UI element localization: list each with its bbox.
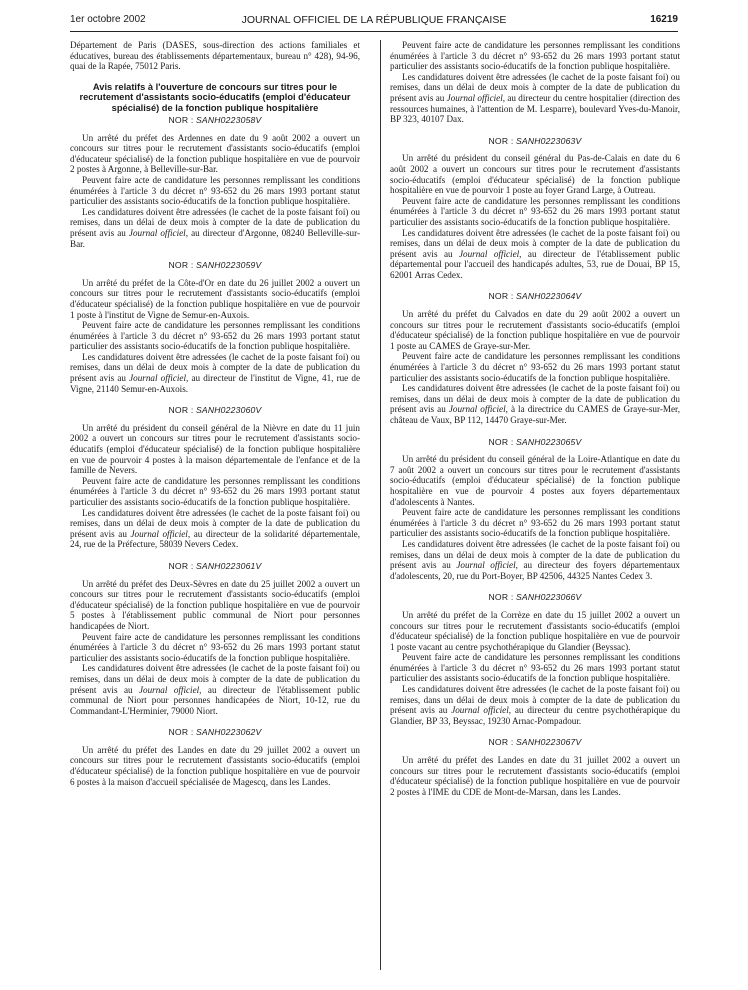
journal-name: Journal officiel	[451, 705, 509, 716]
nor-reference	[70, 727, 360, 738]
nor-code: SANH0223060V	[196, 405, 262, 416]
text-run: Les candidatures doivent être adressées (le cachet de la poste faisant foi) ou remises, dans un délai de deux mois à compter de la date de publication du présent avis au	[70, 206, 360, 238]
text-run: , à la directrice du CAMES de Graye-sur-Mer, château de Vaux, BP 112, 14470 Graye-sur-Mer.	[390, 404, 680, 425]
notice-paragraph	[390, 228, 680, 281]
nor-code: SANH0223066V	[516, 592, 582, 603]
text-run: , au directeur des foyers départementaux d'adolescents, 20, rue du Port-Boyer, BP 42506, 44325 Nantes Cedex 3.	[390, 560, 680, 581]
page-header	[70, 14, 678, 30]
intro-address: Département de Paris (DASES, sous-direction des actions familiales et éducatives, bureau des établissements départementaux, bureau n° 428), 94-96, quai de la Rapée, 75012 Paris.	[70, 40, 360, 72]
header-rule	[70, 31, 678, 32]
notice-paragraph: Peuvent faire acte de candidature les personnes remplissant les conditions énumérées à l'article 3 du décret n° 93-652 du 26 mars 1993 portant statut particulier des assistants socio-éducatifs de la fonction publique hospitalière.	[390, 40, 680, 72]
text-run: Les candidatures doivent être adressées (le cachet de la poste faisant foi) ou remises, dans un délai de deux mois à compter de la date de publication du présent avis au	[70, 663, 360, 695]
nor-reference	[70, 115, 360, 126]
journal-title: JOURNAL OFFICIEL DE LA RÉPUBLIQUE FRANÇAISE	[241, 14, 507, 26]
notice-paragraph: Peuvent faire acte de candidature les personnes remplissant les conditions énumérées à l'article 3 du décret n° 93-652 du 26 mars 1993 portant statut particulier des assistants socio-éducatifs de la fonction publique hospitalière.	[70, 631, 360, 663]
notice-paragraph	[390, 684, 680, 726]
notice-paragraph	[70, 508, 360, 550]
issue-date: 1er octobre 2002	[70, 14, 146, 25]
notice-paragraph: Un arrêté du président du conseil général de la Loire-Atlantique en date du 7 août 2002 a ouvert un concours sur titres pour le recrutement d'assistants socio-éducatifs (emploi d'éducateur spécialisé) de la fonction publique hospitalière en vue de pourvoir 4 postes aux foyers départementaux d'adolescents à Nantes.	[390, 454, 680, 507]
text-run: Les candidatures doivent être adressées (le cachet de la poste faisant foi) ou remises, dans un délai de deux mois à compter de la date de publication du présent avis au	[390, 684, 680, 716]
nor-code: SANH0223065V	[516, 436, 582, 447]
nor-reference	[390, 136, 680, 147]
column-divider	[380, 40, 381, 970]
journal-name: Journal officiel	[456, 560, 516, 571]
notice-paragraph: Un arrêté du président du conseil général du Pas-de-Calais en date du 6 août 2002 a ouvert un concours sur titres pour le recrutement d'assistants socio-éducatifs (emploi d'éducateur spécialisé) de la fonction publique hospitalière en vue de pourvoir 1 poste au foyer Grand Large, à Outreau.	[390, 153, 680, 196]
nor-reference	[390, 291, 680, 302]
text-run: Les candidatures doivent être adressées (le cachet de la poste faisant foi) ou remises, dans un délai de deux mois à compter de la date de publication du présent avis au	[70, 507, 360, 539]
journal-name: Journal officiel	[130, 528, 188, 539]
nor-code: SANH0223064V	[516, 291, 582, 302]
journal-name: Journal officiel	[459, 248, 520, 259]
text-run: , au directeur du centre psychothérapique du Glandier, BP 33, Beyssac, 19230 Arnac-Pompadour.	[390, 705, 681, 726]
text-run: , au directeur de l'institut de Vigne, 41, rue de Vigne, 21140 Semur-en-Auxois.	[70, 373, 360, 394]
notice-paragraph: Peuvent faire acte de candidature les personnes remplissant les conditions énumérées à l'article 3 du décret n° 93-652 du 26 mars 1993 portant statut particulier des assistants socio-éducatifs de la fonction publique hospitalière.	[390, 652, 680, 684]
text-run: , au directeur de l'établissement public communal de Niort pour personnes handicapées de Niort, 10-12, rue du Commandant-L'Herminier, 79000 Niort.	[70, 684, 360, 716]
notice-paragraph: Peuvent faire acte de candidature les personnes remplissant les conditions énumérées à l'article 3 du décret n° 93-652 du 26 mars 1993 portant statut particulier des assistants socio-éducatifs de la fonction publique hospitalière.	[390, 507, 680, 539]
notice-paragraph: Un arrêté du préfet des Landes en date du 31 juillet 2002 a ouvert un concours sur titres pour le recrutement d'assistants socio-éducatifs (emploi d'éducateur spécialisé) de la fonction publique hospitalière en vue de pourvoir 2 postes à l'IME du CDE de Mont-de-Marsan, dans les Landes.	[390, 755, 680, 797]
notice-paragraph	[70, 663, 360, 716]
nor-code: SANH0223067V	[516, 737, 582, 748]
notice-paragraph: Un arrêté du président du conseil général de la Nièvre en date du 11 juin 2002 a ouvert un concours sur titres pour le recrutement d'assistants socio-éducatifs (emploi d'éducateur spécialisé) de la fonction publique hospitalière en vue de pourvoir 4 postes à la maison départementale de l'enfance et de la famille de Nevers.	[70, 422, 360, 476]
notice-paragraph	[390, 539, 680, 581]
nor-code: SANH0223062V	[196, 727, 262, 738]
text-run: , au directeur du centre hospitalier (direction des ressources humaines, à l'attention de M. Lesparre), boulevard Yves-du-Manoir, BP 323, 40107 Dax.	[390, 92, 680, 125]
notice-paragraph	[70, 352, 360, 394]
text-run: Les candidatures doivent être adressées (le cachet de la poste faisant foi) ou remises, dans un délai de deux mois à compter de la date de publication du présent avis au	[390, 71, 680, 103]
notice-paragraph: Un arrêté du préfet des Deux-Sèvres en date du 25 juillet 2002 a ouvert un concours sur titres pour le recrutement d'assistants socio-éducatifs (emploi d'éducateur spécialisé) de la fonction publique hospitalière en vue de pourvoir 5 postes à l'établissement public communal de Niort pour personnes handicapées de Niort.	[70, 578, 360, 631]
nor-reference	[70, 561, 360, 572]
journal-name: Journal officiel	[128, 227, 186, 238]
nor-reference	[70, 405, 360, 416]
nor-label: NOR :	[168, 727, 196, 738]
page-number: 16219	[650, 14, 678, 25]
notice-paragraph: Peuvent faire acte de candidature les personnes remplissant les conditions énumérées à l'article 3 du décret n° 93-652 du 26 mars 1993 portant statut particulier des assistants socio-éducatifs de la fonction publique hospitalière.	[390, 195, 680, 227]
notice-paragraph	[70, 207, 360, 249]
section-heading: Avis relatifs à l'ouverture de concours sur titres pour le recrutement d'assistants socio-éducatifs (emploi d'éducateur spécialisé) de la fonction publique hospitalière	[79, 81, 351, 113]
nor-reference	[390, 737, 680, 748]
notice-paragraph: Un arrêté du préfet de la Côte-d'Or en date du 26 juillet 2002 a ouvert un concours sur titres pour le recrutement d'assistants socio-éducatifs (emploi d'éducateur spécialisé) de la fonction publique hospitalière en vue de pourvoir 1 poste à l'institut de Vigne de Semur-en-Auxois.	[70, 277, 360, 320]
nor-label: NOR :	[488, 291, 516, 302]
nor-label: NOR :	[168, 115, 196, 125]
nor-label: NOR :	[488, 737, 516, 748]
text-run: Les candidatures doivent être adressées (le cachet de la poste faisant foi) ou remises, dans un délai de deux mois à compter de la date de publication du présent avis au	[390, 383, 680, 415]
nor-code: SANH0223063V	[516, 135, 582, 146]
nor-reference	[70, 260, 360, 271]
journal-name: Journal officiel	[446, 92, 503, 103]
nor-code: SANH0223059V	[196, 260, 262, 271]
nor-label: NOR :	[168, 560, 196, 571]
nor-label: NOR :	[168, 260, 196, 271]
nor-code: SANH0223058V	[196, 115, 262, 125]
nor-label: NOR :	[488, 592, 516, 603]
nor-reference	[390, 437, 680, 448]
text-run: , au directeur d'Argonne, 08240 Belleville-sur-Bar.	[70, 227, 361, 249]
right-column	[390, 40, 680, 797]
notice-paragraph: Un arrêté du préfet de la Corrèze en date du 15 juillet 2002 a ouvert un concours sur titres pour le recrutement d'assistants socio-éducatifs (emploi d'éducateur spécialisé) de la fonction publique hospitalière en vue de pourvoir 1 poste vacant au centre psychothérapique du Glandier (Beyssac).	[390, 609, 680, 652]
text-run: Les candidatures doivent être adressées (le cachet de la poste faisant foi) ou remises, dans un délai de deux mois à compter de la date de publication du présent avis au	[70, 351, 360, 384]
notice-paragraph: Peuvent faire acte de candidature les personnes remplissant les conditions énumérées à l'article 3 du décret n° 93-652 du 26 mars 1993 portant statut particulier des assistants socio-éducatifs de la fonction publique hospitalière.	[70, 475, 360, 507]
nor-label: NOR :	[168, 405, 196, 416]
nor-label: NOR :	[488, 135, 516, 146]
nor-code: SANH0223061V	[196, 560, 262, 571]
journal-name: Journal officiel	[139, 684, 200, 695]
text-run: Les candidatures doivent être adressées (le cachet de la poste faisant foi) ou remises, dans un délai de deux mois à compter de la date de publication du présent avis au	[390, 227, 680, 259]
notice-paragraph: Un arrêté du préfet du Calvados en date du 29 août 2002 a ouvert un concours sur titres pour le recrutement d'assistants socio-éducatifs (emploi d'éducateur spécialisé) de la fonction publique hospitalière en vue de pourvoir 1 poste au CAMES de Graye-sur-Mer.	[390, 309, 680, 351]
journal-name: Journal officiel	[448, 404, 506, 415]
notice-paragraph: Un arrêté du préfet des Ardennes en date du 9 août 2002 a ouvert un concours sur titres pour le recrutement d'assistants socio-éducatifs (emploi d'éducateur spécialisé) de la fonction publique hospitalière en vue de pourvoir 2 postes à Argonne, à Belleville-sur-Bar.	[70, 132, 360, 175]
notice-paragraph: Peuvent faire acte de candidature les personnes remplissant les conditions énumérées à l'article 3 du décret n° 93-652 du 26 mars 1993 portant statut particulier des assistants socio-éducatifs de la fonction publique hospitalière.	[70, 174, 360, 207]
nor-reference	[390, 592, 680, 603]
text-run: Les candidatures doivent être adressées (le cachet de la poste faisant foi) ou remises, dans un délai de deux mois à compter de la date de publication du présent avis au	[390, 538, 680, 571]
nor-label: NOR :	[488, 436, 516, 447]
text-run: , au directeur de l'établissement public départemental pour l'accueil des handicapés adultes, 53, rue de Douai, BP 15, 62001 Arras Cedex.	[390, 248, 680, 280]
notice-paragraph: Un arrêté du préfet des Landes en date du 29 juillet 2002 a ouvert un concours sur titres pour le recrutement d'assistants socio-éducatifs (emploi d'éducateur spécialisé) de la fonction publique hospitalière en vue de pourvoir 6 postes à la maison d'accueil spécialisée de Magescq, dans les Landes.	[70, 744, 360, 787]
left-column	[70, 40, 360, 787]
text-run: , au directeur de la solidarité départementale, 24, rue de la Préfecture, 58039 Nevers Cedex.	[70, 528, 360, 550]
notice-paragraph	[390, 72, 680, 125]
notice-paragraph	[390, 383, 680, 425]
notice-paragraph: Peuvent faire acte de candidature les personnes remplissant les conditions énumérées à l'article 3 du décret n° 93-652 du 26 mars 1993 portant statut particulier des assistants socio-éducatifs de la fonction publique hospitalière.	[70, 320, 360, 352]
journal-name: Journal officiel	[129, 373, 187, 384]
notice-paragraph: Peuvent faire acte de candidature les personnes remplissant les conditions énumérées à l'article 3 du décret n° 93-652 du 26 mars 1993 portant statut particulier des assistants socio-éducatifs de la fonction publique hospitalière.	[390, 351, 680, 383]
